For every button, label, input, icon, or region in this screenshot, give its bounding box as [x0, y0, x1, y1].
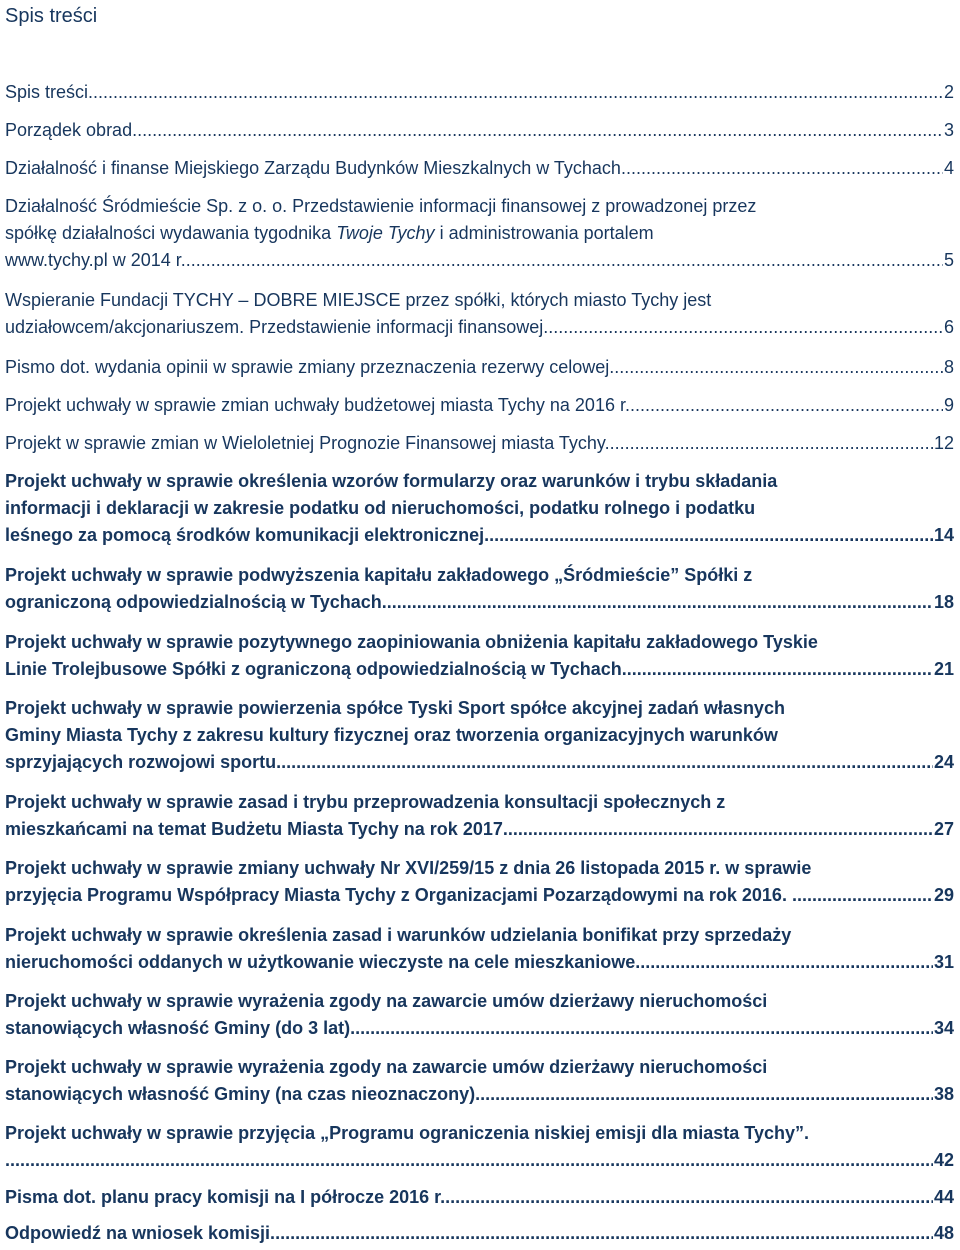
toc-page-number: 12 [933, 433, 954, 453]
toc-entry-text: Projekt uchwały w sprawie zmiany uchwały Nr XVI/259/15 z dnia 26 listopada 2015 r. w sprawie [5, 858, 812, 878]
dot-leader [626, 155, 943, 182]
dot-leader [627, 656, 933, 683]
toc-entry-text: Projekt uchwały w sprawie powierzenia spółce Tyski Sport spółce akcyjnej zadań własnych [5, 698, 785, 718]
dot-leader [630, 392, 943, 419]
toc-entry-text: Projekt uchwały w sprawie przyjęcia „Programu ograniczenia niskiej emisji dla miasta Tychy”. [5, 1123, 809, 1143]
toc-entry-text: Projekt uchwały w sprawie wyrażenia zgody na zawarcie umów dzierżawy nieruchomości [5, 991, 768, 1011]
toc-page-number: 34 [933, 1018, 954, 1038]
toc-page-number: 42 [933, 1150, 954, 1170]
toc-entry-text: leśnego za pomocą środków komunikacji elektronicznej. [5, 525, 490, 545]
dot-leader [508, 816, 933, 843]
dot-leader [797, 882, 933, 909]
dot-leader [186, 247, 943, 274]
toc-page-number: 3 [943, 120, 954, 140]
dot-leader [88, 79, 943, 106]
toc-entry[interactable] [5, 1054, 954, 1108]
toc-page-number: 14 [933, 525, 954, 545]
toc-entry[interactable] [5, 1184, 954, 1211]
toc-page-number: 2 [943, 82, 954, 102]
toc-entry-text: Spis treści [5, 82, 89, 102]
toc-entry-text: Gminy Miasta Tychy z zakresu kultury fizycznej oraz tworzenia organizacyjnych warunków [5, 725, 778, 745]
toc-entry-text: Projekt uchwały w sprawie wyrażenia zgody na zawarcie umów dzierżawy nieruchomości [5, 1057, 768, 1077]
toc-entry[interactable] [5, 430, 954, 457]
toc-entry[interactable] [5, 1120, 954, 1174]
toc-entry-text: sprzyjających rozwojowi sportu. [5, 752, 282, 772]
dot-leader [137, 117, 943, 144]
toc-entry-text: Linie Trolejbusowe Spółki z ograniczoną odpowiedzialnością w Tychach. [5, 659, 627, 679]
dot-leader [445, 1184, 933, 1211]
toc-entry[interactable] [5, 287, 954, 341]
toc-entry-text: Pismo dot. wydania opinii w sprawie zmiany przeznaczenia rezerwy celowej. [5, 357, 615, 377]
toc-page-number: 5 [943, 250, 954, 270]
toc-page-number: 27 [933, 819, 954, 839]
toc-entry-text: nieruchomości oddanych w użytkowanie wieczyste na cele mieszkaniowe. [5, 952, 641, 972]
toc-entry-text: Działalność i finanse Miejskiego Zarządu Budynków Mieszkalnych w Tychach. [5, 158, 626, 178]
toc-entry-text: ograniczoną odpowiedzialnością w Tychach. [5, 592, 387, 612]
toc-entry[interactable] [5, 629, 954, 683]
dot-leader [355, 1015, 933, 1042]
toc-entry[interactable] [5, 79, 954, 106]
toc-entry-text: Projekt uchwały w sprawie pozytywnego zaopiniowania obniżenia kapitału zakładowego Tyskie [5, 632, 818, 652]
toc-entry[interactable] [5, 695, 954, 776]
toc-page-number: 48 [933, 1223, 954, 1243]
toc-entry-text: Projekt w sprawie zmian w Wieloletniej Prognozie Finansowej miasta Tychy. [5, 433, 610, 453]
toc-entry[interactable] [5, 922, 954, 976]
toc-entry-text: Porządek obrad. [5, 120, 138, 140]
dot-leader [480, 1081, 933, 1108]
toc-page-number: 44 [933, 1187, 954, 1207]
dot-leader [281, 749, 933, 776]
toc-page-number: 29 [933, 885, 954, 905]
toc-page-number: 18 [933, 592, 954, 612]
toc-entry-text: Pisma dot. planu pracy komisji na I półrocze 2016 r. [5, 1187, 446, 1207]
italic-title: Twoje Tychy [336, 223, 435, 243]
dot-leader [387, 589, 933, 616]
dot-leader [548, 314, 943, 341]
toc-page-number: 31 [933, 952, 954, 972]
toc-page-number: 24 [933, 752, 954, 772]
toc-entry-text: spółkę działalności wydawania tygodnika Twoje Tychy i administrowania portalem [5, 223, 654, 243]
toc-entry[interactable] [5, 193, 954, 274]
toc-entry-text: www.tychy.pl w 2014 r. [5, 250, 186, 270]
toc-entry-text: mieszkańcami na temat Budżetu Miasta Tychy na rok 2017. [5, 819, 508, 839]
toc-entry[interactable] [5, 117, 954, 144]
toc-entry-text: informacji i deklaracji w zakresie podatku od nieruchomości, podatku rolnego i podatku [5, 498, 756, 518]
toc-entry[interactable] [5, 155, 954, 182]
dot-leader [610, 430, 933, 457]
toc-page-number: 9 [943, 395, 954, 415]
toc-entry[interactable] [5, 789, 954, 843]
toc-page-number: 38 [933, 1084, 954, 1104]
toc-entry[interactable] [5, 468, 954, 549]
dot-leader [275, 1220, 933, 1247]
toc-entry-text: stanowiących własność Gminy (do 3 lat). [5, 1018, 356, 1038]
toc-entry-text: Projekt uchwały w sprawie zmian uchwały budżetowej miasta Tychy na 2016 r. [5, 395, 630, 415]
toc-entry[interactable] [5, 1220, 954, 1247]
toc-page-number: 4 [943, 158, 954, 178]
toc-entry[interactable] [5, 354, 954, 381]
toc-entry-text: stanowiących własność Gminy (na czas nieoznaczony). [5, 1084, 481, 1104]
toc-entry-text: przyjęcia Programu Współpracy Miasta Tychy z Organizacjami Pozarządowymi na rok 2016. . [5, 885, 797, 905]
dot-leader [614, 354, 943, 381]
toc-page-number: 6 [943, 317, 954, 337]
toc-entry-text: Projekt uchwały w sprawie podwyższenia kapitału zakładowego „Śródmieście” Spółki z [5, 565, 753, 585]
dot-leader [489, 522, 933, 549]
dot-leader [640, 949, 933, 976]
toc-entry[interactable] [5, 855, 954, 909]
toc-entry[interactable] [5, 988, 954, 1042]
dot-leader [5, 1147, 933, 1174]
toc-entry-text: Wspieranie Fundacji TYCHY – DOBRE MIEJSCE przez spółki, których miasto Tychy jest [5, 290, 712, 310]
page-heading: Spis treści [5, 5, 98, 27]
toc-entry-text: Projekt uchwały w sprawie określenia wzorów formularzy oraz warunków i trybu składania [5, 471, 778, 491]
toc-entry[interactable] [5, 562, 954, 616]
toc-entry-text: Projekt uchwały w sprawie zasad i trybu przeprowadzenia konsultacji społecznych z [5, 792, 726, 812]
toc-entry-text: Projekt uchwały w sprawie określenia zasad i warunków udzielania bonifikat przy sprzedaży [5, 925, 792, 945]
toc-page-number: 21 [933, 659, 954, 679]
toc-page-number: 8 [943, 357, 954, 377]
toc-entry[interactable] [5, 392, 954, 419]
toc-entry-text: udziałowcem/akcjonariuszem. Przedstawienie informacji finansowej. [5, 317, 549, 337]
toc-entry-text: Odpowiedź na wniosek komisji. [5, 1223, 276, 1243]
toc-entry-text: Działalność Śródmieście Sp. z o. o. Przedstawienie informacji finansowej z prowadzonej przez [5, 196, 757, 216]
